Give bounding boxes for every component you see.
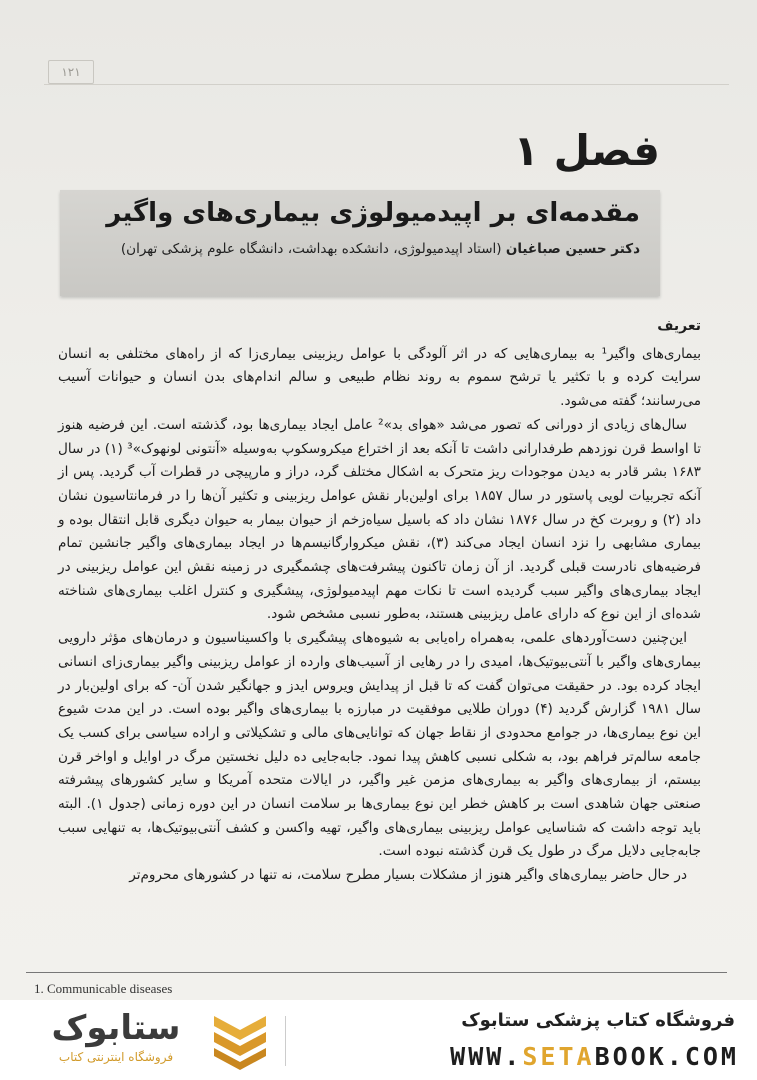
chapter-title-box (60, 190, 660, 296)
footnote: 1. Communicable diseases (34, 981, 173, 996)
body-text (58, 315, 701, 888)
url-highlight: SETA (522, 1042, 595, 1071)
paragraph: بیماری‌های واگیر¹ به بیماری‌هایی که در اثر آلودگی با عوامل ریزبینی بیماری‌زا که از راه‌های مختلفی به انسان سرایت کرده و با تکثیر یا ترشح سموم به روند نظام طبیعی و سالم اندام‌های بدن انسان و حیوانات آسیب می‌رسانند؛ گفته می‌شود. (58, 345, 702, 410)
author-affiliation: (استاد اپیدمیولوژی، دانشکده بهداشت، دانشگاه علوم پزشکی تهران) (120, 241, 502, 257)
logo-divider (285, 1016, 286, 1066)
url-suffix: BOOK.COM (594, 1042, 739, 1071)
chapter-header (60, 118, 660, 296)
paragraph: این‌چنین دست‌آوردهای علمی، به‌همراه راه‌یابی به شیوه‌های پیشگیری با واکسیناسیون و درمان‌های مؤثر دارویی بیماری‌های واگیر با آنتی‌بیوتیک‌ها، امیدی را در رهایی از آسیب‌های وارده از عوامل ریزبینی واگیر بیماری‌زای انسانی ایجاد کرده بود. در حقیقت می‌توان گفت که تا قبل از پیدایش ویروس ایدز و جهانگیر شدن آن- که برای اولین‌بار در سال ۱۹۸۱ گزارش گردید (۴) دوران طلایی موفقیت در مبارزه با بیماری‌های واگیر بوده است. در این مدت شیوع این نوع بیماری‌ها، در جوامع محدودی از نقاط جهان که توانایی‌های مالی و تشکیلاتی و اراده سیاسی برای کسب یک جامعه سالم‌تر فراهم بود، به شکلی نسبی کاهش پیدا نمود. جابه‌جایی ده دلیل نخستین مرگ در اوایل و اواخر قرن بیستم، از بیماری‌های واگیر به بیماری‌های مزمن غیر واگیر، در ایالات متحده آمریکا و سایر کشورهای پیشرفته صنعتی جهان شاهدی است بر کاهش خطر این نوع بیماری‌ها بر سلامت انسان در این دوره زمانی (جدول ۱). البته باید توجه داشت که شناسایی عوامل ریزبینی بیماری‌های واگیر، تهیه واکسن و کشف آنتی‌بیوتیک‌ها، به تنهایی سبب جابه‌جایی دلایل مرگ در طول یک قرن گذشته نبوده است. (58, 630, 702, 860)
section-heading: تعریف (657, 318, 701, 334)
store-url[interactable] (450, 1042, 739, 1071)
paragraph: در حال حاضر بیماری‌های واگیر هنوز از مشکلات بسیار مطرح سلامت، نه تنها در کشورهای محروم‌تر (129, 867, 687, 884)
chevron-logo-icon (208, 1012, 272, 1070)
chapter-title: مقدمه‌ای بر اپیدمیولوژی بیماری‌های واگیر (106, 198, 640, 228)
author-line (80, 238, 640, 260)
url-prefix: WWW. (450, 1042, 523, 1071)
chapter-number: فصل ۱ (513, 126, 660, 175)
header-rule (44, 84, 729, 85)
paragraph: سال‌های زیادی از دورانی که تصور می‌شد «هوای بد»² عامل ایجاد بیماری‌ها بود، گذشته است. این فرضیه هنوز تا اواسط قرن نوزدهم طرفدارانی داشت تا آنکه بعد از اختراع میکروسکوپ به‌وسیله «آنتونی لونهوک»³ (۱) در سال ۱۶۸۳ بشر قادر به دیدن موجودات ریز متحرک به اشکال مختلف گرد، دراز و مارپیچی در قطرات آب گردید. پس از آنکه تجربیات لویی پاستور در سال ۱۸۵۷ برای اولین‌بار نقش عوامل ریزبینی و تکثیر آن‌ها را در فرمانتاسیون نشان داد (۲) و روبرت کخ در سال ۱۸۷۶ نشان داد که باسیل سیاه‌زخم از حیوان بیمار به حیوان دیگری قابل انتقال بوده و بیماری مشابهی را نزد انسان ایجاد می‌کند (۳)، نقش میکروارگانیسم‌ها در ایجاد بیماری‌های واگیر جانشین تمام فرضیه‌های نادرست قبلی گردید. از آن زمان تاکنون پیشرفت‌های چشمگیری در زمینه نقش این عوامل ریزبینی در ایجاد بیماری‌های واگیر سبب گردیده است تا نکات مهم اپیدمیولوژی، پیشگیری و کنترل اغلب بیماری‌های شناخته شده‌ای از این نوع که دارای عامل ریزبینی هستند، به‌طور نسبی مشخص شود. (58, 416, 701, 623)
store-logo-subtitle: فروشگاه اینترنتی کتاب (58, 1050, 174, 1064)
author-name: دکتر حسین صباغیان (505, 241, 640, 257)
store-logo-text: ستابوک (51, 1008, 181, 1048)
store-name: فروشگاه کتاب پزشکی ستابوک (461, 1010, 735, 1031)
footnote-rule (26, 972, 727, 973)
page-number: ۱۲۱ (48, 60, 94, 84)
